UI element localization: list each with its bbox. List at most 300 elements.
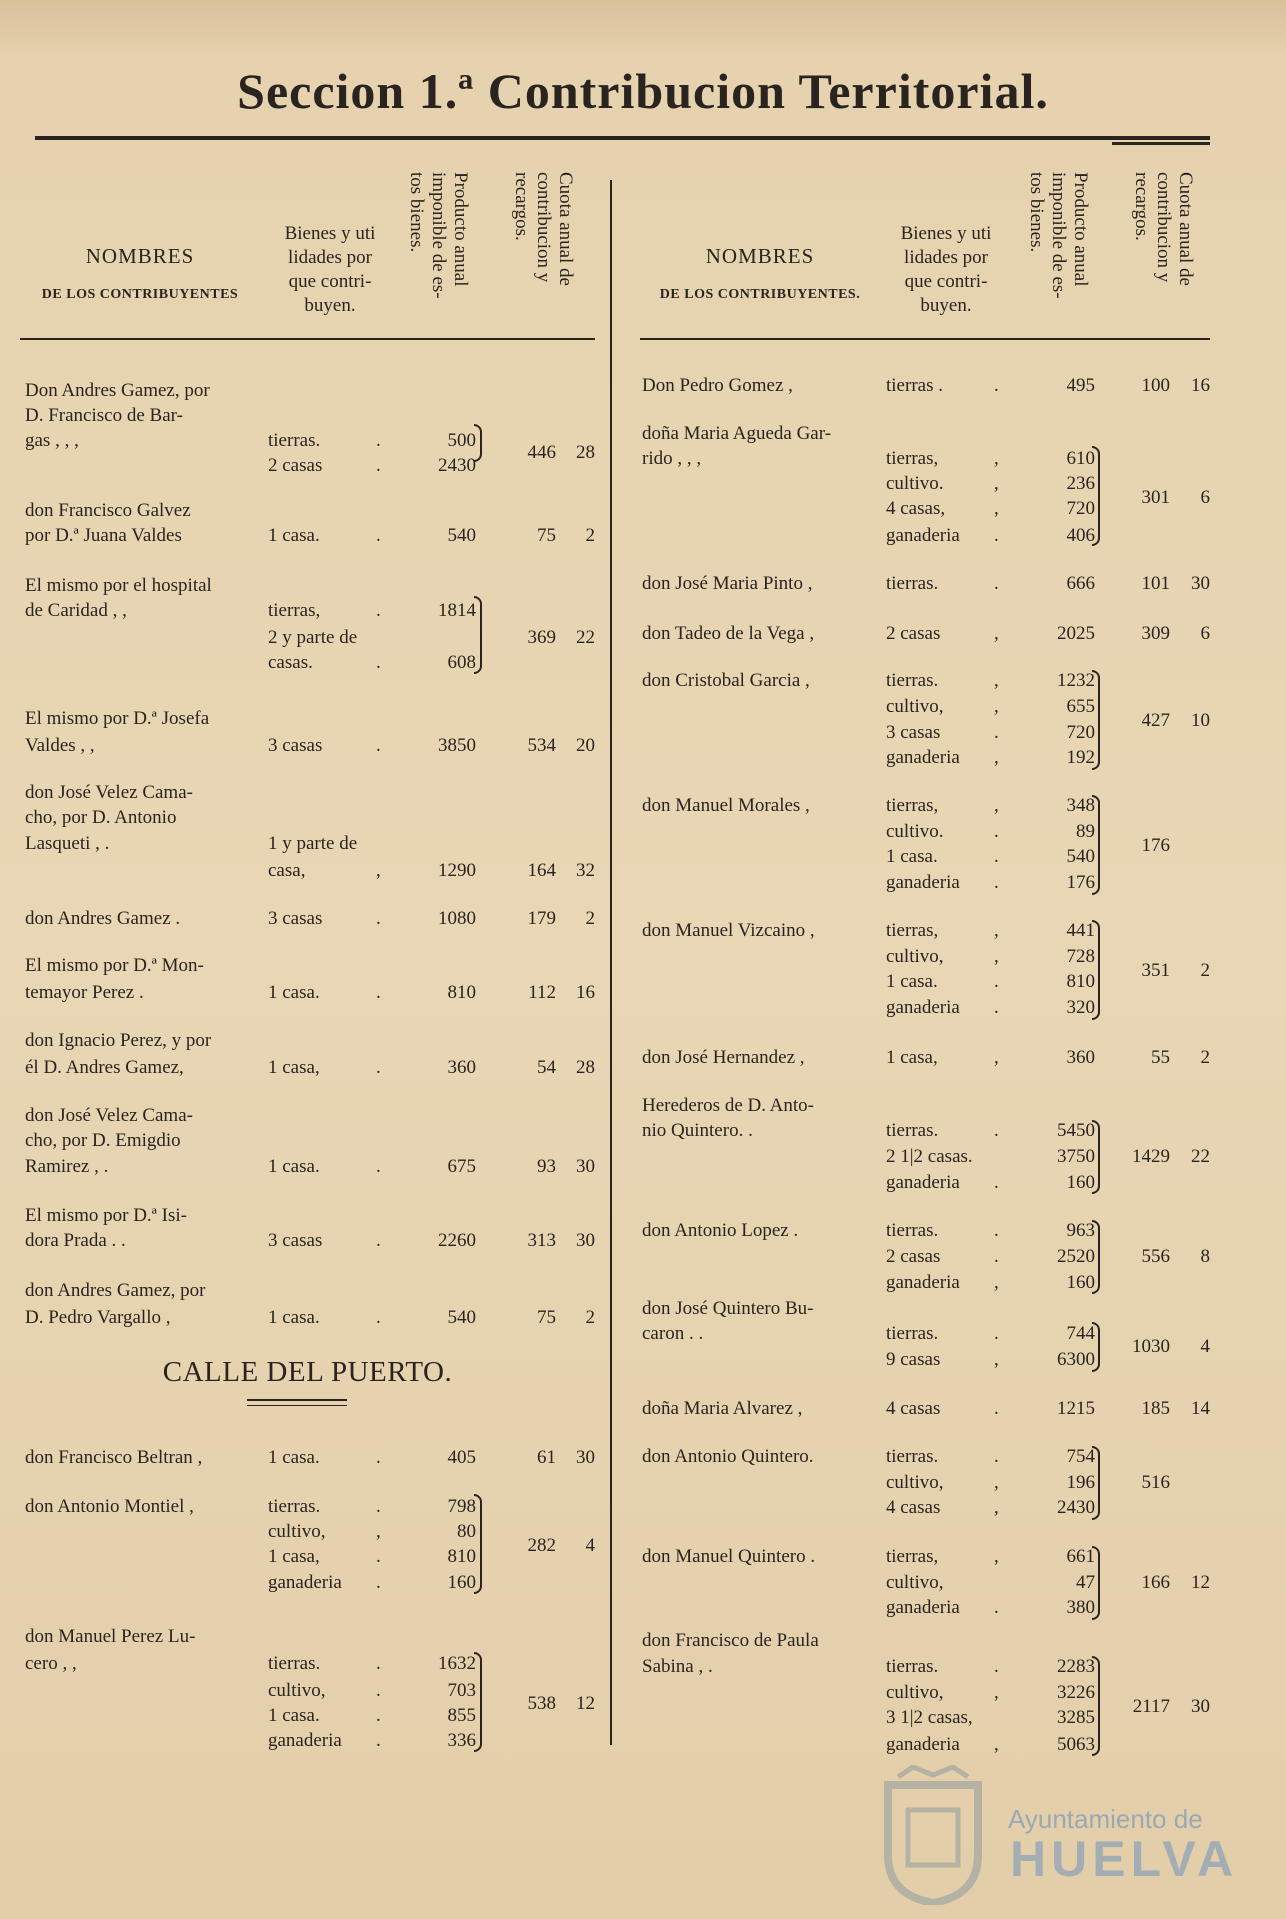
leader-dot: .	[376, 1572, 381, 1593]
bienes-cell: tierras.	[886, 1656, 939, 1677]
contributor-name: El mismo por el hospital	[25, 575, 212, 596]
bienes-cell: casa,	[268, 860, 306, 881]
producto-cell: 855	[447, 1705, 476, 1726]
header-bienes-line: buyen.	[920, 295, 972, 316]
producto-cell: 89	[1076, 821, 1095, 842]
cuota-centimos-cell: 2	[585, 1307, 595, 1328]
bienes-cell: 1 casa.	[886, 971, 938, 992]
producto-cell: 540	[1066, 846, 1095, 867]
bienes-cell: 3 casas	[268, 735, 323, 756]
cuota-cell: 534	[527, 735, 556, 756]
leader-dot: .	[376, 1447, 381, 1468]
contributor-name: gas , , ,	[25, 430, 79, 451]
producto-cell: 160	[1066, 1272, 1095, 1293]
producto-cell: 360	[447, 1057, 476, 1078]
producto-cell: 1632	[438, 1653, 476, 1674]
bienes-cell: cultivo.	[886, 473, 944, 494]
leader-dot: .	[376, 525, 381, 546]
leader-dot: ,	[994, 1472, 999, 1493]
bienes-cell: tierras.	[886, 1120, 939, 1141]
bienes-cell: tierras .	[886, 375, 943, 396]
cuota-centimos-cell: 6	[1200, 623, 1210, 644]
header-names-left	[20, 244, 260, 303]
contributor-name: temayor Perez .	[25, 982, 144, 1003]
leader-dot: .	[994, 872, 999, 893]
cuota-centimos-cell: 28	[576, 442, 595, 463]
contributor-name: doña Maria Alvarez ,	[642, 1398, 803, 1419]
cuota-centimos-cell: 12	[576, 1693, 595, 1714]
grouping-bracket	[474, 424, 482, 462]
leader-dot: .	[994, 1246, 999, 1267]
cuota-centimos-cell: 8	[1200, 1246, 1210, 1267]
leader-dot: .	[376, 1496, 381, 1517]
header-names-sub: DE LOS CONTRIBUYENTES	[41, 287, 239, 302]
leader-dot: .	[376, 1156, 381, 1177]
bienes-cell: ganaderia	[268, 1730, 342, 1751]
leader-dot: ,	[994, 795, 999, 816]
leader-dot: .	[994, 821, 999, 842]
contributor-name: Ramirez , .	[25, 1156, 109, 1177]
cuota-centimos-cell: 16	[576, 982, 595, 1003]
bienes-cell: ganaderia	[886, 997, 960, 1018]
header-rule-left	[20, 338, 595, 340]
contributor-name: don José Velez Cama-	[25, 1105, 193, 1126]
cuota-centimos-cell: 10	[1191, 710, 1210, 731]
grouping-bracket	[474, 596, 482, 674]
producto-cell: 2260	[438, 1230, 476, 1251]
header-cuota-left	[510, 172, 576, 332]
leader-dot: ,	[994, 623, 999, 644]
producto-cell: 655	[1066, 696, 1095, 717]
cuota-cell: 55	[1151, 1047, 1170, 1068]
producto-cell: 810	[447, 982, 476, 1003]
bienes-cell: 1 y parte de	[268, 833, 358, 854]
bienes-cell: tierras,	[886, 920, 939, 941]
leader-dot: ,	[994, 946, 999, 967]
producto-cell: 348	[1066, 795, 1095, 816]
leader-dot: .	[994, 1120, 999, 1141]
header-producto-line: Producto anual	[450, 172, 471, 287]
leader-dot: .	[994, 375, 999, 396]
leader-dot: .	[376, 1546, 381, 1567]
contributor-name: don José Quintero Bu-	[642, 1298, 814, 1319]
cuota-cell: 313	[527, 1230, 556, 1251]
producto-cell: 1232	[1057, 670, 1095, 691]
leader-dot: .	[994, 1220, 999, 1241]
contributor-name: dora Prada . .	[25, 1230, 126, 1251]
cuota-centimos-cell: 2	[585, 525, 595, 546]
leader-dot: .	[994, 525, 999, 546]
producto-cell: 441	[1066, 920, 1095, 941]
bienes-cell: ganaderia	[886, 525, 960, 546]
producto-cell: 2430	[1057, 1497, 1095, 1518]
title-rule	[35, 136, 1210, 140]
cuota-centimos-cell: 2	[1200, 960, 1210, 981]
producto-cell: 47	[1076, 1572, 1095, 1593]
contributor-name: don Cristobal Garcia ,	[642, 670, 810, 691]
bienes-cell: tierras.	[268, 1496, 321, 1517]
cuota-cell: 301	[1141, 487, 1170, 508]
contributor-name: D. Francisco de Bar-	[25, 405, 183, 426]
cuota-cell: 75	[537, 1307, 556, 1328]
header-cuota-line: Cuota anual de	[555, 172, 576, 286]
bienes-cell: tierras.	[886, 670, 939, 691]
header-bienes-right	[882, 222, 1010, 318]
leader-dot: .	[994, 997, 999, 1018]
cuota-centimos-cell: 6	[1200, 487, 1210, 508]
bienes-cell: cultivo,	[886, 1472, 944, 1493]
cuota-cell: 351	[1141, 960, 1170, 981]
cuota-centimos-cell: 12	[1191, 1572, 1210, 1593]
producto-cell: 3226	[1057, 1682, 1095, 1703]
bienes-cell: 2 casas	[268, 455, 323, 476]
cuota-centimos-cell: 16	[1191, 375, 1210, 396]
producto-cell: 703	[447, 1680, 476, 1701]
leader-dot: ,	[994, 1734, 999, 1755]
leader-dot: .	[376, 600, 381, 621]
contributor-name: cho, por D. Emigdio	[25, 1130, 181, 1151]
leader-dot: ,	[994, 1349, 999, 1370]
grouping-bracket	[474, 1652, 482, 1752]
producto-cell: 540	[447, 1307, 476, 1328]
contributor-name: don José Hernandez ,	[642, 1047, 805, 1068]
leader-dot: ,	[994, 473, 999, 494]
producto-cell: 320	[1066, 997, 1095, 1018]
producto-cell: 810	[1066, 971, 1095, 992]
header-cuota-line: recargos.	[1131, 172, 1152, 241]
leader-dot: ,	[994, 1047, 999, 1068]
producto-cell: 192	[1066, 747, 1095, 768]
bienes-cell: 3 casas	[268, 1230, 323, 1251]
cuota-cell: 446	[527, 442, 556, 463]
leader-dot: ,	[994, 498, 999, 519]
contributor-name: El mismo por D.ª Josefa	[25, 708, 210, 729]
contributor-name: Valdes , ,	[25, 735, 95, 756]
section-subheading: CALLE DEL PUERTO.	[162, 1356, 453, 1388]
huelva-seal-icon	[878, 1765, 988, 1905]
cuota-cell: 61	[537, 1447, 556, 1468]
cuota-centimos-cell: 20	[576, 735, 595, 756]
contributor-name: Don Andres Gamez, por	[25, 380, 210, 401]
bienes-cell: 4 casas	[886, 1497, 941, 1518]
header-cuota-line: contribucion y	[1153, 172, 1174, 283]
producto-cell: 798	[447, 1496, 476, 1517]
bienes-cell: 1 casa.	[268, 1156, 320, 1177]
contributor-name: rido , , ,	[642, 448, 702, 469]
producto-cell: 720	[1066, 722, 1095, 743]
producto-cell: 1215	[1057, 1398, 1095, 1419]
leader-dot: .	[994, 846, 999, 867]
producto-cell: 608	[447, 652, 476, 673]
leader-dot: .	[376, 430, 381, 451]
producto-cell: 675	[447, 1156, 476, 1177]
cuota-cell: 54	[537, 1057, 556, 1078]
subheading-rule	[247, 1405, 347, 1406]
bienes-cell: ganaderia	[886, 1597, 960, 1618]
header-bienes-left	[265, 222, 395, 318]
cuota-cell: 164	[527, 860, 556, 881]
producto-cell: 6300	[1057, 1349, 1095, 1370]
header-producto-line: tos bienes.	[406, 172, 427, 253]
bienes-cell: 2 1|2 casas.	[886, 1146, 973, 1167]
cuota-cell: 1429	[1132, 1146, 1170, 1167]
leader-dot: .	[994, 1172, 999, 1193]
contributor-name: don Antonio Montiel ,	[25, 1496, 194, 1517]
cuota-cell: 179	[527, 908, 556, 929]
cuota-cell: 556	[1141, 1246, 1170, 1267]
page-title: Seccion 1.ª Contribucion Territorial.	[237, 63, 1049, 119]
header-cuota-line: contribucion y	[533, 172, 554, 283]
bienes-cell: ganaderia	[886, 1272, 960, 1293]
producto-cell: 176	[1066, 872, 1095, 893]
producto-cell: 495	[1066, 375, 1095, 396]
producto-cell: 236	[1066, 473, 1095, 494]
bienes-cell: 4 casas	[886, 1398, 941, 1419]
contributor-name: Herederos de D. Anto-	[642, 1095, 815, 1116]
cuota-cell: 1030	[1132, 1336, 1170, 1357]
cuota-centimos-cell: 22	[576, 627, 595, 648]
leader-dot: .	[376, 982, 381, 1003]
leader-dot: .	[376, 1730, 381, 1751]
cuota-cell: 75	[537, 525, 556, 546]
bienes-cell: tierras.	[268, 1653, 321, 1674]
bienes-cell: 1 casa.	[268, 982, 320, 1003]
contributor-name: don Manuel Morales ,	[642, 795, 810, 816]
header-bienes-line: que contri-	[288, 271, 372, 292]
bienes-cell: ganaderia	[886, 872, 960, 893]
leader-dot: .	[376, 735, 381, 756]
contributor-name: El mismo por D.ª Isi-	[25, 1205, 187, 1226]
cuota-cell: 101	[1141, 573, 1170, 594]
header-producto-line: imponible de es-	[1048, 172, 1069, 299]
leader-dot: .	[994, 1323, 999, 1344]
leader-dot: ,	[994, 448, 999, 469]
producto-cell: 1814	[438, 600, 476, 621]
producto-cell: 666	[1066, 573, 1095, 594]
producto-cell: 380	[1066, 1597, 1095, 1618]
contributor-name: don Antonio Lopez .	[642, 1220, 799, 1241]
cuota-cell: 516	[1141, 1472, 1170, 1493]
producto-cell: 720	[1066, 498, 1095, 519]
leader-dot: ,	[994, 1682, 999, 1703]
leader-dot: .	[376, 455, 381, 476]
cuota-cell: 369	[527, 627, 556, 648]
header-rule-right	[640, 338, 1210, 340]
contributor-name: don Tadeo de la Vega ,	[642, 623, 815, 644]
cuota-centimos-cell: 28	[576, 1057, 595, 1078]
producto-cell: 5450	[1057, 1120, 1095, 1141]
bienes-cell: cultivo,	[886, 946, 944, 967]
contributor-name: nio Quintero. .	[642, 1120, 753, 1141]
bienes-cell: 2 casas	[886, 623, 941, 644]
producto-cell: 360	[1066, 1047, 1095, 1068]
leader-dot: .	[376, 1307, 381, 1328]
cuota-cell: 2117	[1132, 1696, 1170, 1717]
contributor-name: El mismo por D.ª Mon-	[25, 955, 204, 976]
header-cuota-line: recargos.	[511, 172, 532, 241]
producto-cell: 540	[447, 525, 476, 546]
header-bienes-line: lidades por	[904, 247, 988, 268]
producto-cell: 196	[1066, 1472, 1095, 1493]
bienes-cell: cultivo,	[886, 1682, 944, 1703]
header-cuota-right	[1130, 172, 1196, 332]
cuota-centimos-cell: 30	[1191, 573, 1210, 594]
leader-dot: ,	[994, 1497, 999, 1518]
cuota-cell: 282	[527, 1535, 556, 1556]
contributor-name: don Francisco Beltran ,	[25, 1447, 203, 1468]
column-divider	[610, 180, 612, 1745]
header-names-title: NOMBRES	[705, 244, 815, 268]
bienes-cell: tierras,	[886, 1546, 939, 1567]
bienes-cell: 2 y parte de	[268, 627, 358, 648]
leader-dot: .	[376, 1230, 381, 1251]
producto-cell: 610	[1066, 448, 1095, 469]
cuota-centimos-cell: 4	[585, 1535, 595, 1556]
leader-dot: .	[376, 1680, 381, 1701]
producto-cell: 3285	[1057, 1707, 1095, 1728]
bienes-cell: tierras.	[268, 430, 321, 451]
leader-dot: .	[994, 573, 999, 594]
cuota-centimos-cell: 30	[576, 1230, 595, 1251]
leader-dot: .	[376, 1653, 381, 1674]
header-producto-right	[1025, 172, 1091, 332]
leader-dot: .	[994, 1446, 999, 1467]
leader-dot: .	[376, 652, 381, 673]
leader-dot: .	[994, 1398, 999, 1419]
cuota-centimos-cell: 30	[576, 1156, 595, 1177]
leader-dot: ,	[994, 920, 999, 941]
bienes-cell: 1 casa,	[886, 1047, 938, 1068]
producto-cell: 336	[447, 1730, 476, 1751]
contributor-name: cho, por D. Antonio	[25, 807, 177, 828]
producto-cell: 1080	[438, 908, 476, 929]
contributor-name: don Manuel Quintero .	[642, 1546, 816, 1567]
leader-dot: ,	[994, 670, 999, 691]
contributor-name: él D. Andres Gamez,	[25, 1057, 184, 1078]
bienes-cell: casas.	[268, 652, 313, 673]
header-names-title: NOMBRES	[85, 244, 195, 268]
cuota-cell: 427	[1141, 710, 1170, 731]
leader-dot: .	[376, 1057, 381, 1078]
contributor-name: Sabina , .	[642, 1656, 713, 1677]
cuota-cell: 309	[1141, 623, 1170, 644]
producto-cell: 5063	[1057, 1734, 1095, 1755]
bienes-cell: tierras,	[886, 795, 939, 816]
header-bienes-line: lidades por	[288, 247, 372, 268]
contributor-name: por D.ª Juana Valdes	[25, 525, 182, 546]
bienes-cell: ganaderia	[886, 747, 960, 768]
header-bienes-line: que contri-	[904, 271, 988, 292]
cuota-cell: 100	[1141, 375, 1170, 396]
producto-cell: 2520	[1057, 1246, 1095, 1267]
contributor-name: don José Velez Cama-	[25, 782, 193, 803]
bienes-cell: 1 casa.	[268, 525, 320, 546]
producto-cell: 160	[1066, 1172, 1095, 1193]
bienes-cell: 1 casa.	[268, 1447, 320, 1468]
watermark-line2: HUELVA	[1010, 1831, 1239, 1887]
header-names-right	[640, 244, 880, 303]
producto-cell: 754	[1066, 1446, 1095, 1467]
leader-dot: .	[994, 1656, 999, 1677]
leader-dot: .	[994, 722, 999, 743]
producto-cell: 728	[1066, 946, 1095, 967]
leader-dot: .	[376, 1705, 381, 1726]
cuota-centimos-cell: 22	[1191, 1146, 1210, 1167]
cuota-centimos-cell: 4	[1200, 1336, 1210, 1357]
bienes-cell: 2 casas	[886, 1246, 941, 1267]
leader-dot: .	[994, 1597, 999, 1618]
bienes-cell: 3 1|2 casas,	[886, 1707, 973, 1728]
contributor-name: don Antonio Quintero.	[642, 1446, 814, 1467]
bienes-cell: 1 casa,	[268, 1057, 320, 1078]
contributor-name: don Manuel Vizcaino ,	[642, 920, 815, 941]
title-rule-right	[1112, 142, 1210, 145]
producto-cell: 1290	[438, 860, 476, 881]
producto-cell: 3750	[1057, 1146, 1095, 1167]
contributor-name: don Ignacio Perez, y por	[25, 1030, 212, 1051]
cuota-cell: 176	[1141, 835, 1170, 856]
bienes-cell: ganaderia	[886, 1172, 960, 1193]
cuota-centimos-cell: 2	[585, 908, 595, 929]
cuota-cell: 112	[528, 982, 556, 1003]
header-producto-left	[405, 172, 471, 332]
contributor-name: don Andres Gamez, por	[25, 1280, 206, 1301]
bienes-cell: 4 casas,	[886, 498, 946, 519]
header-bienes-line: buyen.	[304, 295, 356, 316]
producto-cell: 810	[447, 1546, 476, 1567]
bienes-cell: tierras.	[886, 573, 939, 594]
producto-cell: 2430	[438, 455, 476, 476]
bienes-cell: cultivo,	[886, 696, 944, 717]
bienes-cell: tierras,	[268, 600, 321, 621]
bienes-cell: 3 casas	[268, 908, 323, 929]
leader-dot: ,	[994, 1546, 999, 1567]
contributor-name: Don Pedro Gomez ,	[642, 375, 793, 396]
contributor-name: don Francisco de Paula	[642, 1630, 819, 1651]
header-producto-line: tos bienes.	[1026, 172, 1047, 253]
contributor-name: doña Maria Agueda Gar-	[642, 423, 832, 444]
producto-cell: 2025	[1057, 623, 1095, 644]
bienes-cell: cultivo.	[886, 821, 944, 842]
bienes-cell: tierras.	[886, 1323, 939, 1344]
producto-cell: 406	[1066, 525, 1095, 546]
cuota-centimos-cell: 14	[1191, 1398, 1210, 1419]
producto-cell: 661	[1066, 1546, 1095, 1567]
bienes-cell: 1 casa,	[268, 1546, 320, 1567]
bienes-cell: 1 casa.	[268, 1705, 320, 1726]
bienes-cell: 1 casa.	[886, 846, 938, 867]
contributor-name: caron . .	[642, 1323, 704, 1344]
leader-dot: ,	[994, 747, 999, 768]
bienes-cell: cultivo,	[268, 1680, 326, 1701]
bienes-cell: tierras.	[886, 1220, 939, 1241]
producto-cell: 2283	[1057, 1656, 1095, 1677]
leader-dot: ,	[994, 1272, 999, 1293]
contributor-name: cero , ,	[25, 1653, 77, 1674]
bienes-cell: 3 casas	[886, 722, 941, 743]
header-producto-line: imponible de es-	[428, 172, 449, 299]
producto-cell: 744	[1066, 1323, 1095, 1344]
contributor-name: don Francisco Galvez	[25, 500, 191, 521]
header-cuota-line: Cuota anual de	[1175, 172, 1196, 286]
contributor-name: don José Maria Pinto ,	[642, 573, 813, 594]
cuota-cell: 166	[1141, 1572, 1170, 1593]
bienes-cell: 1 casa.	[268, 1307, 320, 1328]
bienes-cell: tierras,	[886, 448, 939, 469]
bienes-cell: 9 casas	[886, 1349, 941, 1370]
cuota-centimos-cell: 30	[576, 1447, 595, 1468]
leader-dot: ,	[376, 1521, 381, 1542]
